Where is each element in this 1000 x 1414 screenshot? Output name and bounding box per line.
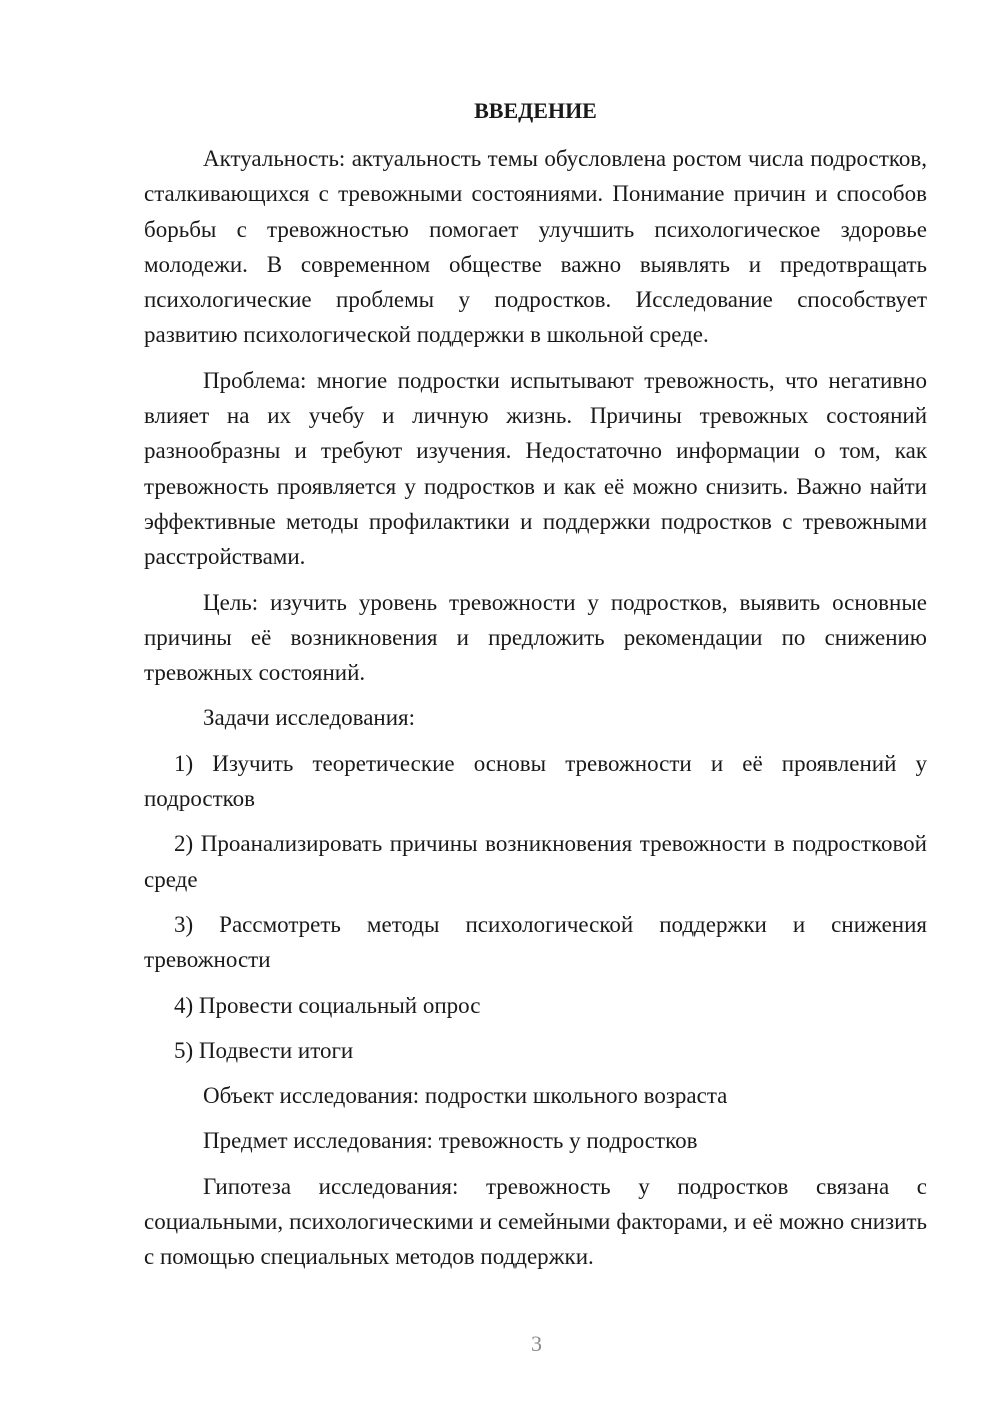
task-item: 5) Подвести итоги [174, 1037, 354, 1063]
paragraph-problem: Проблема: многие подростки испытывают тревожность, что негативно влияет на их учебу и личную жизнь. Причины тревожных состояний разнообразны и требуют изучения. Недостаточно информации о том, как тревожность проявляется у подростков и как её можно снизить. Важно найти эффективные методы профилактики и поддержки подростков с тревожными расстройствами. [144, 367, 927, 570]
tasks-heading: Задачи исследования: [203, 705, 416, 731]
page-number: 3 [531, 1331, 542, 1356]
paragraph-hypothesis: Гипотеза исследования: тревожность у подростков связана с социальными, психологическими и семейными факторами, и её можно снизить с помощью специальных методов поддержки. [144, 1173, 927, 1270]
task-item: 2) Проанализировать причины возникновения тревожности в подростковой среде [144, 831, 927, 892]
task-item: 3) Рассмотреть методы психологической поддержки и снижения тревожности [144, 911, 927, 973]
document-body [144, 96, 927, 1285]
paragraph-subject: Предмет исследования: тревожность у подростков [203, 1128, 698, 1154]
paragraph-relevance: Актуальность: актуальность темы обусловлена ростом числа подростков, сталкивающихся с тревожными состояниями. Понимание причин и способов борьбы с тревожностью помогает улучшить психологическое здоровье молодежи. В современном обществе важно выявлять и предотвращать психологические проблемы у подростков. Исследование способствует развитию психологической поддержки в школьной среде. [144, 146, 927, 348]
tasks-list [144, 746, 927, 1068]
task-item: 4) Провести социальный опрос [174, 992, 481, 1018]
section-title: ВВЕДЕНИЕ [474, 98, 597, 123]
task-item: 1) Изучить теоретические основы тревожности и её проявлений у подростков [144, 750, 927, 812]
paragraph-goal: Цель: изучить уровень тревожности у подростков, выявить основные причины её возникновения и предложить рекомендации по снижению тревожных состояний. [144, 589, 927, 686]
paragraph-object: Объект исследования: подростки школьного возраста [203, 1083, 728, 1109]
